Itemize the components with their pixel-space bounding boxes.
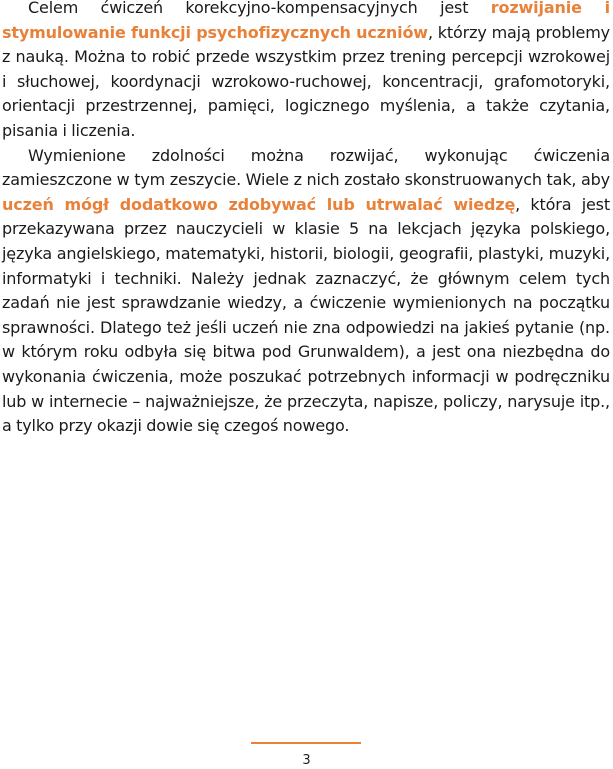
footer-divider	[251, 742, 361, 744]
paragraph-text: Celem ćwiczeń korekcyjno-kompensacyjnych jest	[28, 0, 491, 17]
page-number: 3	[302, 753, 311, 768]
paragraph-text: , którzy mają problemy z nauką. Można to robić przede wszystkim przez trening percepcji wzrokowej i słuchowej, koordynacji wzrokowo-ruchowej, koncentracji, grafomotoryki, orientacji przestrzennej, pamięci, logicznego myślenia, a także czytania, pisania i liczenia.	[2, 22, 610, 140]
paragraph-exercises	[2, 144, 610, 439]
page-body	[2, 0, 610, 439]
paragraph-intro	[2, 0, 610, 144]
paragraph-text: Wymienione zdolności można rozwijać, wykonując ćwiczenia zamieszczone w tym zeszycie. Wiele z nich zostało skonstruowanych tak, aby	[2, 145, 610, 190]
paragraph-text: , która jest przekazywana przez nauczycieli w klasie 5 na lekcjach języka polskiego, języka angielskiego, matematyki, historii, biologii, geografii, plastyki, muzyki, informatyki i techniki. Należy jednak zaznaczyć, że głównym celem tych zadań nie jest sprawdzanie wiedzy, a ćwiczenie wymienionych na początku sprawności. Dlatego też jeśli uczeń nie zna odpowiedzi na jakieś pytanie (np. w którym roku odbyła się bitwa pod Grunwaldem), a jest ona niezbędna do wykonania ćwiczenia, może poszukać potrzebnych informacji w podręczniku lub w internecie – najważniejsze, że przeczyta, napisze, policzy, narysuje itp., a tylko przy okazji dowie się czegoś nowego.	[2, 194, 610, 436]
highlighted-phrase: rozwijanie i stymulowanie funkcji psychofizycznych uczniów	[2, 0, 610, 42]
highlighted-phrase: uczeń mógł dodatkowo zdobywać lub utrwalać wiedzę	[2, 194, 516, 214]
